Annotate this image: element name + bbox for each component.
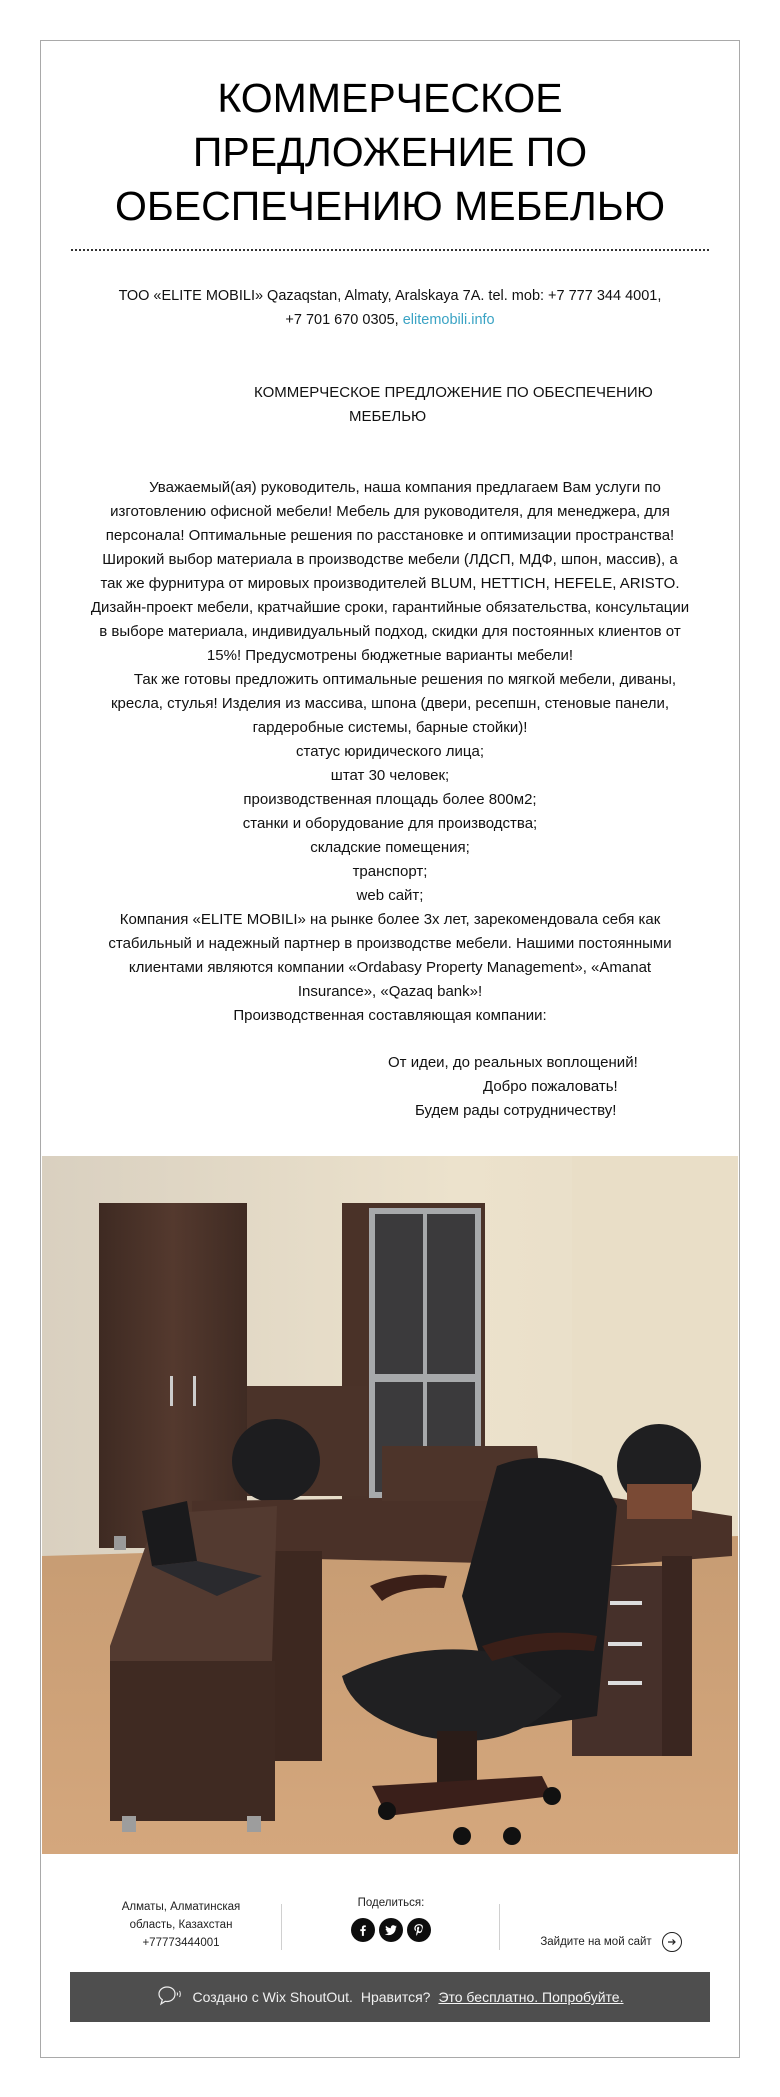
body-line: Дизайн-проект мебели, кратчайшие сроки, гарантийные обязательства, консультации [90,599,690,616]
speech-bubble-icon [157,1984,183,2011]
subheading-line-2: МЕБЕЛЬЮ [349,408,427,425]
body-line: так же фурнитура от мировых производителей BLUM, HETTICH, HEFELE, ARISTO. [100,575,680,592]
body-line: Insurance», «Qazaq bank»! [297,983,483,1000]
footer [41,1894,739,1984]
title-line-1: КОММЕРЧЕСКОЕ [217,75,563,121]
closing-line-3: Будем рады сотрудничеству! [415,1102,617,1119]
arrow-right-circle-icon [662,1932,682,1952]
title-line-3: ОБЕСПЕЧЕНИЮ МЕБЕЛЬЮ [114,183,666,229]
twitter-icon[interactable] [379,1918,403,1942]
phone-number: +77773444001 [142,1937,220,1949]
body-line: Широкий выбор материала в производстве мебели (ЛДСП, МДФ, шпон, массив), а [102,551,678,568]
share-icons [281,1918,501,1942]
website-link[interactable]: elitemobili.info [402,312,495,328]
facebook-icon[interactable] [351,1918,375,1942]
office-furniture-photo [42,1156,738,1854]
try-free-link[interactable]: Это бесплатно. Попробуйте. [438,1989,624,2005]
address-line-1: Алматы, Алматинская [121,1901,241,1913]
body-line: изготовлению офисной мебели! Мебель для руководителя, для менеджера, для [110,503,670,520]
body-line: клиентами являются компании «Ordabasy Property Management», «Amanat [128,959,652,976]
body-line: транспорт; [352,863,428,880]
share-section [281,1894,501,1946]
contact-info [41,284,739,332]
share-label: Поделиться: [357,1897,425,1909]
contact-line-2 [41,308,739,332]
dotted-divider [71,249,709,251]
title-line-2: ПРЕДЛОЖЕНИЕ ПО [192,129,588,175]
body-line: Производственная составляющая компании: [233,1007,547,1024]
body-line: статус юридического лица; [296,743,484,760]
closing-line-1: От идеи, до реальных воплощений! [388,1054,638,1071]
subheading-line-1: КОММЕРЧЕСКОЕ ПРЕДЛОЖЕНИЕ ПО ОБЕСПЕЧЕНИЮ [254,384,653,401]
footer-divider [499,1904,500,1950]
footer-address [81,1898,281,1950]
body-line: в выборе материала, индивидуальный подход, скидки для постоянных клиентов от [99,623,681,640]
page-title [41,71,739,233]
banner-text: Создано с Wix ShoutOut. [192,1989,353,2005]
body-line: станки и оборудование для производства; [242,815,538,832]
pinterest-icon[interactable] [407,1918,431,1942]
body-line: Уважаемый(ая) руководитель, наша компания предлагаем Вам услуги по [149,479,661,496]
body-line: 15%! Предусмотрены бюджетные варианты мебели! [206,647,574,664]
body-line: штат 30 человек; [330,767,450,784]
body-line: Компания «ELITE MOBILI» на рынке более 3х лет, зарекомендовала себя как [119,911,661,928]
body-line: Так же готовы предложить оптимальные решения по мягкой мебели, диваны, [133,671,677,688]
body-line: web сайт; [356,887,424,904]
closing-line-2: Добро пожаловать! [483,1078,618,1095]
body-line: персонала! Оптимальные решения по расстановке и оптимизации пространства! [105,527,675,544]
visit-site-label: Зайдите на мой сайт [540,1936,652,1948]
email-document [40,40,740,2058]
contact-line-1: ТОО «ELITE MOBILI» Qazaqstan, Almaty, Aralskaya 7A. tel. mob: +7 777 344 4001, [118,288,662,304]
body-text [61,476,719,1028]
wix-shoutout-banner [70,1972,710,2022]
address-line-2: область, Казахстан [129,1919,233,1931]
body-line: гардеробные системы, барные стойки)! [252,719,528,736]
body-line: производственная площадь более 800м2; [243,791,537,808]
visit-site-link[interactable] [511,1916,711,1968]
banner-question: Нравится? [360,1989,431,2005]
contact-phone-2: +7 701 670 0305, [285,312,403,328]
body-line: стабильный и надежный партнер в производстве мебели. Нашими постоянными [108,935,672,952]
body-line: кресла, стулья! Изделия из массива, шпона (двери, ресепшн, стеновые панели, [110,695,670,712]
body-line: складские помещения; [310,839,470,856]
